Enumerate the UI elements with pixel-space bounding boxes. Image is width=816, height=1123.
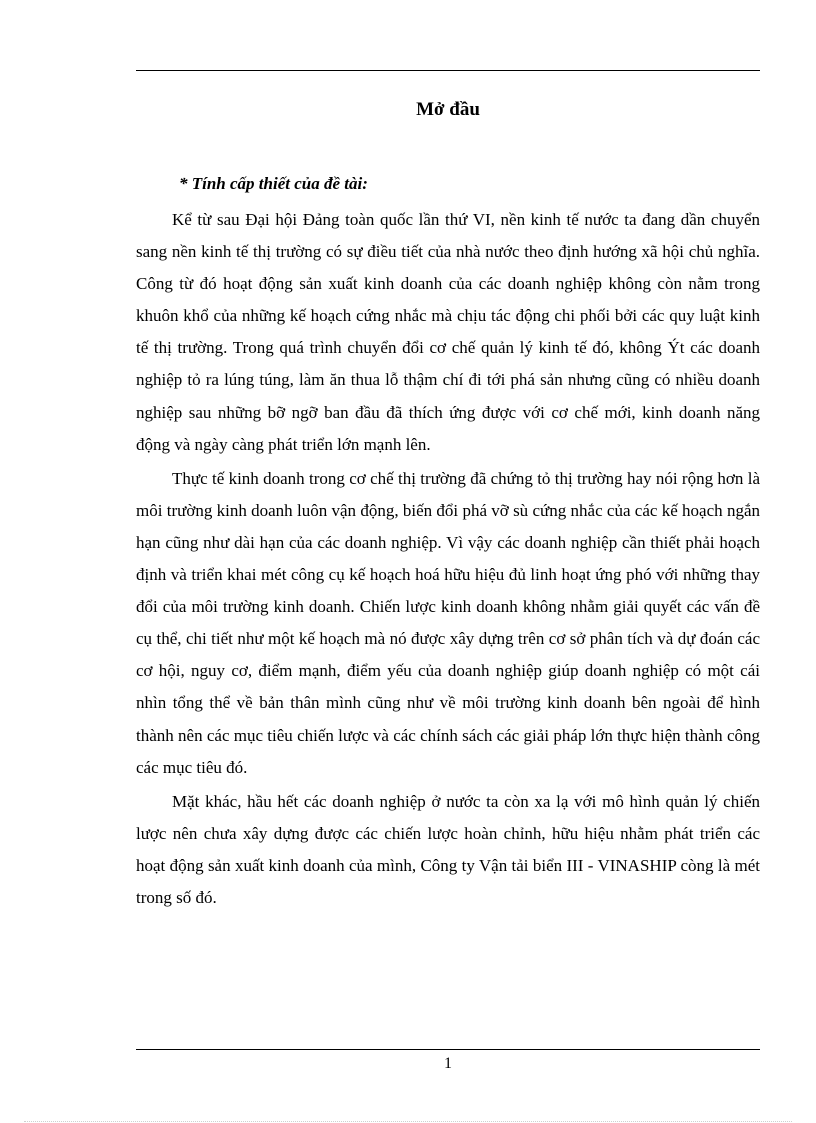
paragraph-2: Thực tế kinh doanh trong cơ chế thị trường đã chứng tỏ thị trường hay nói rộng hơn là môi trường kinh doanh luôn vận động, biến đổi phá vỡ sù cứng nhắc của các kế hoạch ngắn hạn cũng như dài hạn của các doanh nghiệp. Vì vậy các doanh nghiệp cần thiết phải hoạch định và triển khai mét công cụ kế hoạch hoá hữu hiệu đủ linh hoạt ứng phó với những thay đổi của môi trường kinh doanh. Chiến lược kinh doanh không nhằm giải quyết các vấn đề cụ thể, chi tiết như một kế hoạch mà nó được xây dựng trên cơ sở phân tích và dự đoán các cơ hội, nguy cơ, điểm mạnh, điểm yếu của doanh nghiệp giúp doanh nghiệp có một cái nhìn tổng thể về bản thân mình cũng như về môi trường kinh doanh bên ngoài để hình thành nên các mục tiêu chiến lược và các chính sách các giải pháp lớn thực hiện thành công các mục tiêu đó. <box>136 468 760 777</box>
header-rule <box>136 70 760 71</box>
paragraph-1: Kể từ sau Đại hội Đảng toàn quốc lần thứ VI, nền kinh tế nước ta đang dần chuyển sang nền kinh tế thị trường có sự điều tiết của nhà nước theo định hướng xã hội chủ nghĩa. Công từ đó hoạt động sản xuất kinh doanh của các doanh nghiệp không còn nằm trong khuôn khổ của những kế hoạch cứng nhắc mà chịu tác động chi phối bởi các quy luật kinh tế thị trường. Trong quá trình chuyển đổi cơ chế quản lý kinh tế đó, không Ýt các doanh nghiệp tỏ ra lúng túng, làm ăn thua lỗ thậm chí đi tới phá sản nhưng cũng có nhiều doanh nghiệp sau những bỡ ngỡ ban đầu đã thích ứng được với cơ chế mới, kinh doanh năng động và ngày càng phát triển lớn mạnh lên. <box>136 210 760 454</box>
footer-rule <box>136 1049 760 1050</box>
body-text <box>136 204 760 914</box>
paragraph-3: Mặt khác, hầu hết các doanh nghiệp ở nước ta còn xa lạ với mô hình quản lý chiến lược nên chưa xây dựng được các chiến lược hoàn chỉnh, hữu hiệu nhằm phát triển các hoạt động sản xuất kinh doanh của mình, Công ty Vận tải biển III - VINASHIP còng là mét trong số đó. <box>136 791 760 907</box>
section-heading: * Tính cấp thiết của đề tài: <box>179 174 368 193</box>
page-edge-divider <box>24 1121 792 1122</box>
page-title: Mở đầu <box>416 99 480 120</box>
page-number: 1 <box>444 1055 452 1072</box>
